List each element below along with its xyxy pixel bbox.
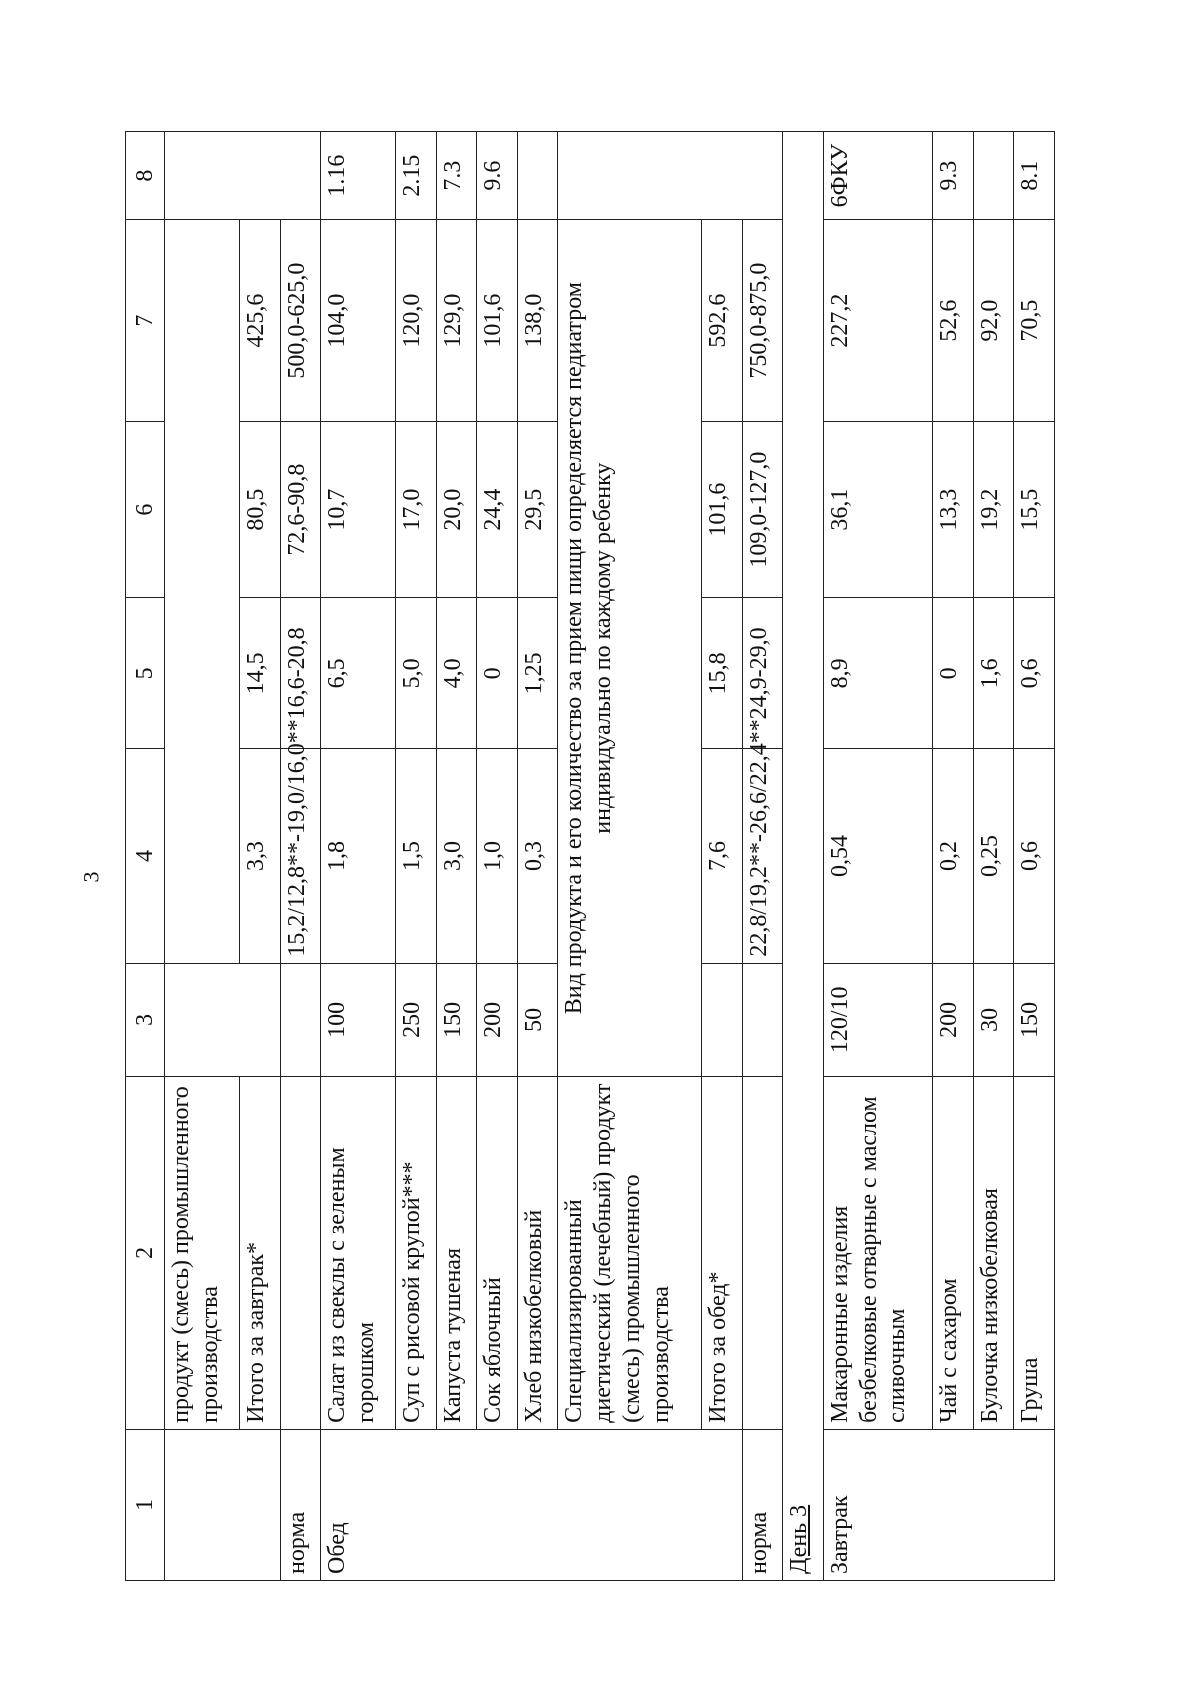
cell (280, 1077, 321, 1430)
cell: 200 (933, 963, 974, 1076)
dish-cell: Сок яблочный (477, 1077, 518, 1430)
dish-cell: Булочка низкобелковая (973, 1077, 1014, 1430)
cell: 1.16 (321, 132, 396, 220)
cell: 0 (477, 598, 518, 749)
cell: 0 (933, 598, 974, 749)
col-header: 7 (126, 220, 165, 422)
cell: 19,2 (973, 421, 1014, 597)
table-row (783, 132, 824, 1581)
table-header-row (126, 132, 165, 1581)
cell: 72,6-90,8 (280, 421, 321, 597)
cell: 24,4 (477, 421, 518, 597)
cell: 1,5 (396, 749, 437, 963)
cell: 50 (517, 963, 558, 1076)
cell: 0,6 (1014, 749, 1055, 963)
cell (742, 963, 783, 1076)
cell: 6,5 (321, 598, 396, 749)
cell: 10,7 (321, 421, 396, 597)
cell: 101,6 (477, 220, 518, 422)
dish-cell: Специализированный диетический (лечебный) продукт (смесь) промышленного производства (558, 1077, 702, 1430)
cell: 104,0 (321, 220, 396, 422)
rotated-page-content (125, 131, 1055, 1581)
dish-cell: Чай с сахаром (933, 1077, 974, 1430)
cell: 100 (321, 963, 396, 1076)
cell: 1,6 (973, 598, 1014, 749)
diet-table (125, 131, 1055, 1581)
cell: 24,9-29,0 (742, 598, 783, 749)
cell: 120,0 (396, 220, 437, 422)
cell: 30 (973, 963, 1014, 1076)
cell: 52,6 (933, 220, 974, 422)
table-row (280, 132, 321, 1581)
cell: 250 (396, 963, 437, 1076)
cell: 425,6 (240, 220, 281, 422)
table-row (436, 132, 477, 1581)
col-header: 6 (126, 421, 165, 597)
table-row (823, 132, 933, 1581)
cell (742, 1077, 783, 1430)
cell: 109,0-127,0 (742, 421, 783, 597)
table-row (933, 132, 974, 1581)
table-row (517, 132, 558, 1581)
table-row (742, 132, 783, 1581)
dish-cell: Суп с рисовой крупой*** (396, 1077, 437, 1430)
cell: 15,8 (702, 598, 743, 749)
cell: 5,0 (396, 598, 437, 749)
cell: 3,0 (436, 749, 477, 963)
cell: 7,6 (702, 749, 743, 963)
cell (165, 132, 321, 220)
cell (280, 963, 321, 1076)
cell (558, 132, 783, 220)
dish-cell: Макаронные изделия безбелковые отварные с маслом сливочным (823, 1077, 933, 1430)
cell (702, 963, 743, 1076)
table-row (321, 132, 396, 1581)
cell: 120/10 (823, 963, 933, 1076)
cell: 0,3 (517, 749, 558, 963)
dish-cell: Итого за завтрак* (240, 1077, 281, 1430)
cell: 101,6 (702, 421, 743, 597)
table-row (477, 132, 518, 1581)
cell: 227,2 (823, 220, 933, 422)
cell: 129,0 (436, 220, 477, 422)
table-row (240, 132, 281, 1581)
meal-cell: норма (280, 1429, 321, 1580)
cell: 9.3 (933, 132, 974, 220)
cell: 70,5 (1014, 220, 1055, 422)
cell: 4,0 (436, 598, 477, 749)
cell: 16,6-20,8 (280, 598, 321, 749)
cell: 138,0 (517, 220, 558, 422)
cell: 0,2 (933, 749, 974, 963)
cell (517, 132, 558, 220)
cell: 14,5 (240, 598, 281, 749)
cell: 1,25 (517, 598, 558, 749)
cell (973, 132, 1014, 220)
cell: 9.6 (477, 132, 518, 220)
cell: 1,0 (477, 749, 518, 963)
cell: 0,6 (1014, 598, 1055, 749)
dish-cell: Хлеб низкобелковый (517, 1077, 558, 1430)
table-row (702, 132, 743, 1581)
table-row (558, 132, 702, 1581)
cell: 0,54 (823, 749, 933, 963)
meal-cell: Завтрак (823, 1429, 1054, 1580)
col-header: 1 (126, 1429, 165, 1580)
col-header: 8 (126, 132, 165, 220)
cell (165, 1429, 281, 1580)
cell: 80,5 (240, 421, 281, 597)
cell (165, 963, 281, 1076)
cell: 17,0 (396, 421, 437, 597)
table-row (165, 132, 240, 1581)
cell: 150 (1014, 963, 1055, 1076)
cell (165, 220, 240, 963)
dish-cell: продукт (смесь) промышленного производства (165, 1077, 240, 1430)
cell: 592,6 (702, 220, 743, 422)
cell: 150 (436, 963, 477, 1076)
cell: 20,0 (436, 421, 477, 597)
table-row (396, 132, 437, 1581)
cell: 15,2/12,8**-19,0/16,0** (280, 749, 321, 963)
cell: 2.15 (396, 132, 437, 220)
cell: 3,3 (240, 749, 281, 963)
cell: 15,5 (1014, 421, 1055, 597)
day-heading (783, 132, 824, 1581)
cell: 500,0-625,0 (280, 220, 321, 422)
cell: 8.1 (1014, 132, 1055, 220)
page-number: 3 (78, 871, 104, 883)
cell: 1,8 (321, 749, 396, 963)
cell: 6ФКУ (823, 132, 933, 220)
col-header: 4 (126, 749, 165, 963)
cell: 0,25 (973, 749, 1014, 963)
col-header: 3 (126, 963, 165, 1076)
table-row (973, 132, 1014, 1581)
cell: 8,9 (823, 598, 933, 749)
meal-cell: Обед (321, 1429, 743, 1580)
col-header: 5 (126, 598, 165, 749)
cell: 13,3 (933, 421, 974, 597)
meal-cell: норма (742, 1429, 783, 1580)
individual-note: Вид продукта и его количество за прием пищи определяется педиатром индивидуально по каждому ребенку (558, 220, 702, 1077)
cell: 7.3 (436, 132, 477, 220)
cell: 750,0-875,0 (742, 220, 783, 422)
cell: 92,0 (973, 220, 1014, 422)
cell: 36,1 (823, 421, 933, 597)
col-header: 2 (126, 1077, 165, 1430)
table-row (1014, 132, 1055, 1581)
cell: 200 (477, 963, 518, 1076)
dish-cell: Груша (1014, 1077, 1055, 1430)
dish-cell: Салат из свеклы с зеленым горошком (321, 1077, 396, 1430)
dish-cell: Капуста тушеная (436, 1077, 477, 1430)
cell: 29,5 (517, 421, 558, 597)
dish-cell: Итого за обед* (702, 1077, 743, 1430)
cell: 22,8/19,2**-26,6/22,4** (742, 749, 783, 963)
day-label: День 3 (786, 1504, 813, 1574)
